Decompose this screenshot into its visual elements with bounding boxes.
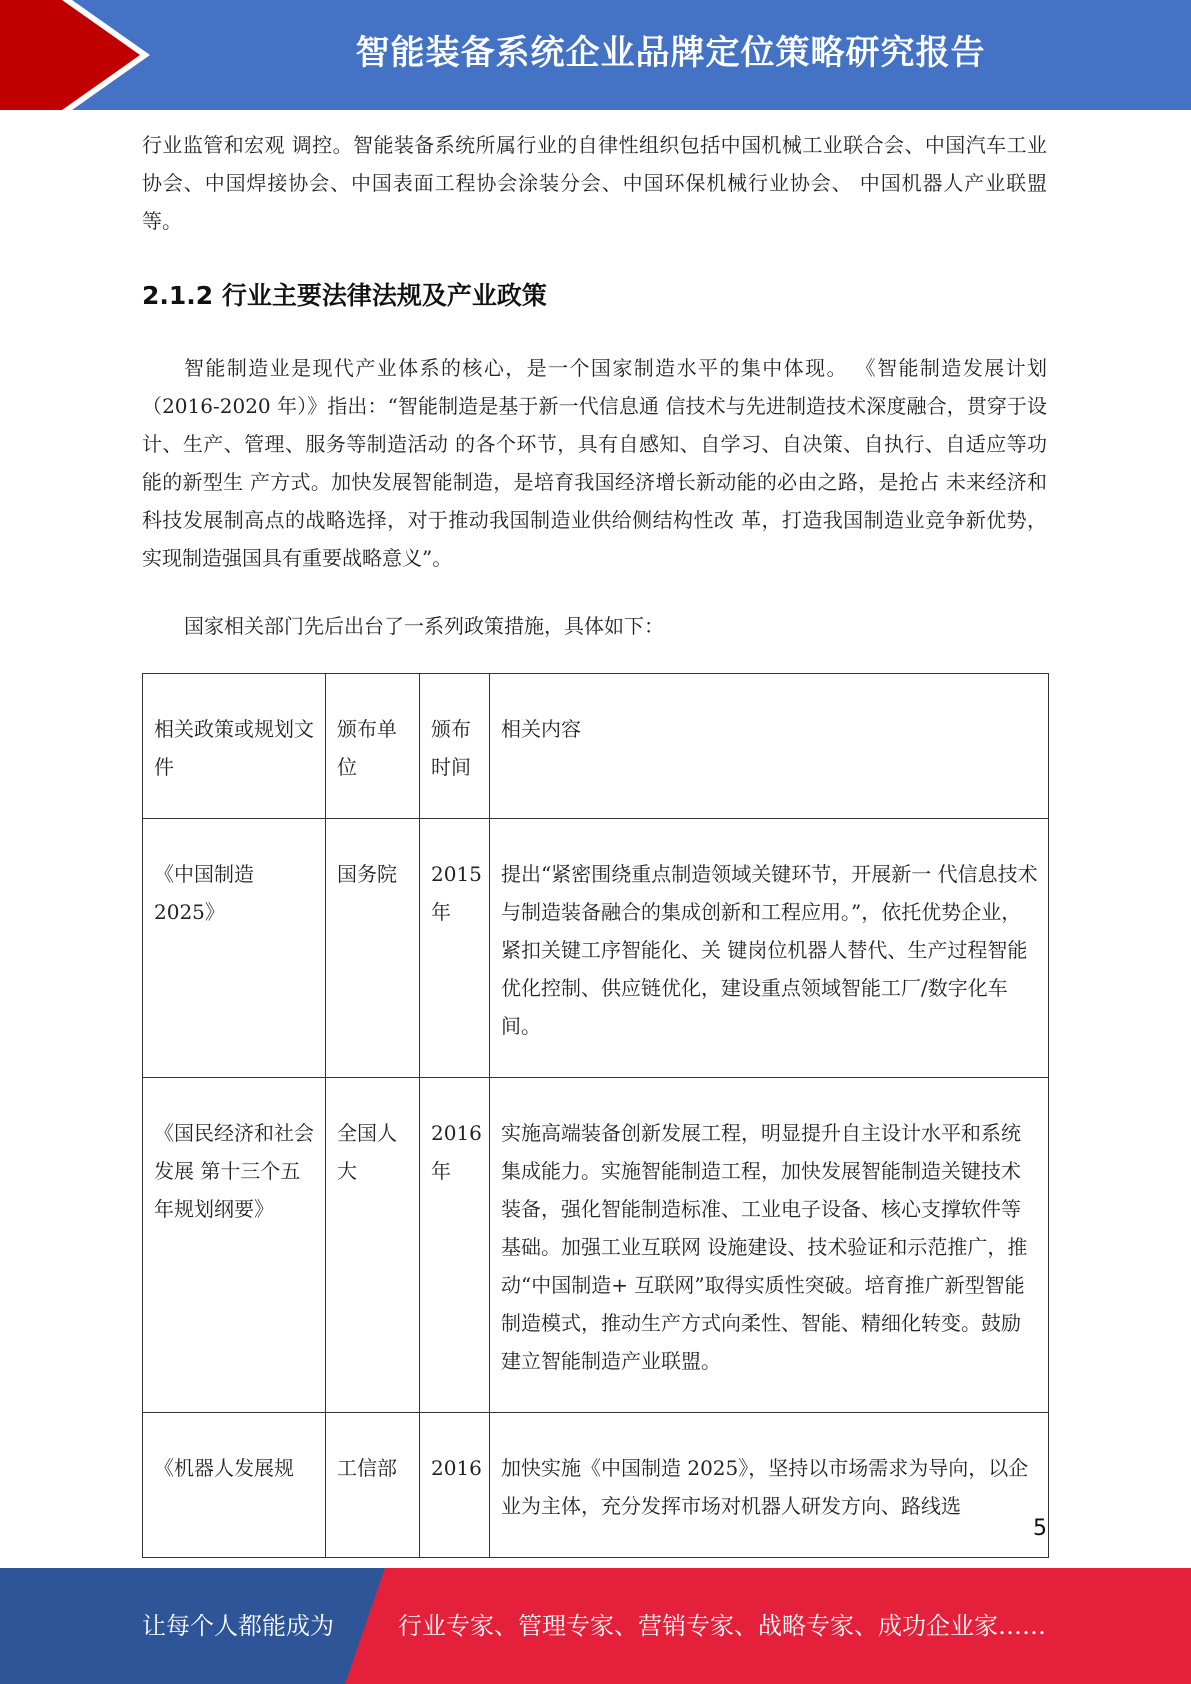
table-header-cell: 颁布单位 bbox=[326, 674, 420, 819]
table-row bbox=[143, 1413, 1049, 1558]
page-header bbox=[0, 0, 1191, 110]
footer-slogan-right: 行业专家、管理专家、营销专家、战略专家、成功企业家…… bbox=[398, 1612, 1046, 1640]
table-cell-document: 《中国制造 2025》 bbox=[143, 819, 326, 1078]
table-row bbox=[143, 819, 1049, 1078]
table-header-cell: 相关政策或规划文件 bbox=[143, 674, 326, 819]
table-cell-date: 2016 bbox=[420, 1413, 490, 1558]
body-paragraph-2: 国家相关部门先后出台了一系列政策措施，具体如下： bbox=[184, 614, 664, 638]
policy-table bbox=[142, 673, 1049, 1558]
table-header-row bbox=[143, 674, 1049, 819]
table-row bbox=[143, 1078, 1049, 1413]
table-cell-issuer: 国务院 bbox=[326, 819, 420, 1078]
body-paragraph-1: 智能制造业是现代产业体系的核心，是一个国家制造水平的集中体现。 《智能制造发展计划（2016-2020 年）》指出：“智能制造是基于新一代信息通 信技术与先进制造技术深度融合，贯穿于设计、生产、管理、服务等制造活动 的各个环节，具有自感知、自学习、自决策、自执行、自适应等功能的新型生 产方式。加快发展智能制造，是培育我国经济增长新动能的必由之路，是抢占 未来经济和科技发展制高点的战略选择，对于推动我国制造业供给侧结构性改 革，打造我国制造业竞争新优势，实现制造强国具有重要战略意义”。 bbox=[142, 356, 1047, 570]
table-cell-document: 《机器人发展规 bbox=[143, 1413, 326, 1558]
table-header-cell: 颁布时间 bbox=[420, 674, 490, 819]
footer-slogan-left: 让每个人都能成为 bbox=[142, 1612, 334, 1640]
table-cell-date: 2015 年 bbox=[420, 819, 490, 1078]
table-cell-document: 《国民经济和社会发展 第十三个五年规划纲要》 bbox=[143, 1078, 326, 1413]
intro-paragraph: 行业监管和宏观 调控。智能装备系统所属行业的自律性组织包括中国机械工业联合会、中国汽车工业 协会、中国焊接协会、中国表面工程协会涂装分会、中国环保机械行业协会、 中国机器人产业联盟等。 bbox=[142, 133, 1047, 233]
table-cell-content: 加快实施《中国制造 2025》，坚持以市场需求为导向，以企业为主体，充分发挥市场对机器人研发方向、路线选 bbox=[490, 1413, 1049, 1558]
page-footer bbox=[0, 1568, 1191, 1684]
table-header-cell: 相关内容 bbox=[490, 674, 1049, 819]
section-heading: 2.1.2 行业主要法律法规及产业政策 bbox=[142, 281, 547, 310]
header-arrow-icon bbox=[0, 0, 150, 110]
table-cell-issuer: 工信部 bbox=[326, 1413, 420, 1558]
report-title: 智能装备系统企业品牌定位策略研究报告 bbox=[355, 33, 986, 73]
table-cell-content: 提出“紧密围绕重点制造领域关键环节，开展新一 代信息技术与制造装备融合的集成创新和工程应用。”，依托优势企业，紧扣关键工序智能化、关 键岗位机器人替代、生产过程智能优化控制、供应链优化，建设重点领域智能工厂/数字化车间。 bbox=[490, 819, 1049, 1078]
page-number: 5 bbox=[1033, 1516, 1047, 1541]
table-cell-date: 2016 年 bbox=[420, 1078, 490, 1413]
policy-table-container bbox=[142, 673, 1049, 1518]
table-cell-content: 实施高端装备创新发展工程，明显提升自主设计水平和系统集成能力。实施智能制造工程，加快发展智能制造关键技术装备，强化智能制造标准、工业电子设备、核心支撑软件等基础。加强工业互联网 设施建设、技术验证和示范推广，推动“中国制造+ 互联网”取得实质性突破。培育推广新型智能制造模式，推动生产方式向柔性、智能、精细化转变。鼓励建立智能制造产业联盟。 bbox=[490, 1078, 1049, 1413]
table-cell-issuer: 全国人大 bbox=[326, 1078, 420, 1413]
